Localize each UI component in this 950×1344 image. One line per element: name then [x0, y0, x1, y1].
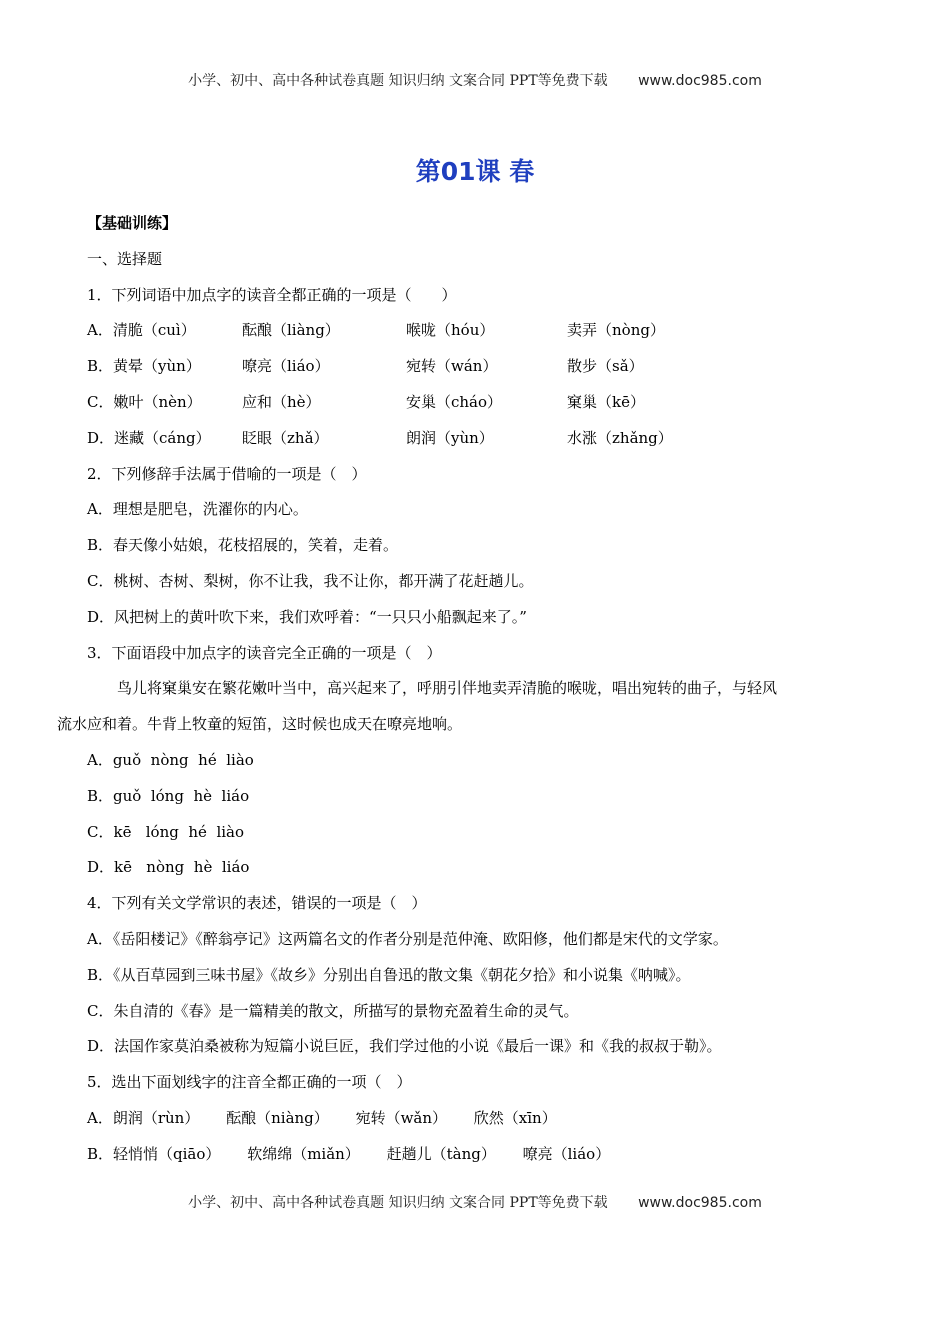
q1-c-3: 安巢（cháo）: [406, 392, 503, 411]
q2-stem: 2．下列修辞手法属于借喻的一项是（ ）: [87, 464, 367, 483]
q3-passage-line-2: 流水应和着。牛背上牧童的短笛，这时候也成天在嘹亮地响。: [57, 715, 463, 734]
q4-option-c: C．朱自清的《春》是一篇精美的散文，所描写的景物充盈着生命的灵气。: [87, 1001, 579, 1020]
q3-option-c: C．kē lóng hé liào: [87, 822, 245, 841]
q1-a-4: 卖弄（nòng）: [567, 321, 665, 340]
q1-option-a: [87, 319, 877, 341]
q1-d-1: D．迷藏（cáng）: [87, 428, 211, 447]
q1-a-2: 酝酿（liàng）: [242, 321, 340, 340]
q5-stem: 5．选出下面划线字的注音全都正确的一项（ ）: [87, 1073, 412, 1092]
q1-b-2: 嘹亮（liáo）: [242, 357, 330, 376]
q1-c-1: C．嫩叶（nèn）: [87, 392, 202, 411]
part-heading: 一、选择题: [87, 249, 163, 268]
q2-option-a: A．理想是肥皂，洗濯你的内心。: [87, 500, 308, 519]
page-header: [0, 70, 950, 90]
q3-passage-line-1: 鸟儿将窠巢安在繁花嫩叶当中，高兴起来了，呼朋引伴地卖弄清脆的喉咙，唱出宛转的曲子，与轻风: [117, 679, 778, 698]
q5-option-a: [87, 1107, 877, 1129]
q5-option-b: [87, 1143, 877, 1165]
q4-stem: 4．下列有关文学常识的表述，错误的一项是（ ）: [87, 894, 427, 913]
footer-text: 小学、初中、高中各种试卷真题 知识归纳 文案合同 PPT等免费下载: [188, 1195, 608, 1211]
q3-option-a: A．guǒ nòng hé liào: [87, 750, 254, 769]
q1-b-1: B．黄晕（yùn）: [87, 357, 201, 376]
page-footer: [0, 1192, 950, 1212]
q1-a-1: A．清脆（cuì）: [87, 321, 196, 340]
q3-option-b: B．guǒ lóng hè liáo: [87, 786, 250, 805]
q1-b-3: 宛转（wán）: [406, 357, 498, 376]
q2-option-b: B．春天像小姑娘，花枝招展的，笑着，走着。: [87, 536, 399, 555]
q1-c-4: 窠巢（kē）: [567, 392, 645, 411]
document-body: [57, 212, 877, 1179]
q1-option-b: [87, 355, 877, 377]
q5-a-3: 宛转（wǎn）: [355, 1108, 448, 1127]
section-heading: 【基础训练】: [87, 214, 178, 232]
q1-option-d: [87, 427, 877, 449]
q1-b-4: 散步（sǎ）: [567, 357, 644, 376]
q2-option-d: D．风把树上的黄叶吹下来，我们欢呼着：“一只只小船飘起来了。”: [87, 607, 527, 626]
page-title: 第01课 春: [415, 157, 535, 186]
footer-site: www.doc985.com: [638, 1195, 762, 1211]
q5-b-2: 软绵绵（miǎn）: [247, 1144, 360, 1163]
q5-b-3: 赶趟儿（tàng）: [386, 1144, 496, 1163]
q5-a-4: 欣然（xīn）: [473, 1108, 557, 1127]
q3-option-d: D．kē nòng hè liáo: [87, 858, 250, 877]
q1-a-3: 喉咙（hóu）: [406, 321, 495, 340]
q5-b-4: 嘹亮（liáo）: [522, 1144, 611, 1163]
q1-d-2: 眨眼（zhǎ）: [242, 428, 329, 447]
q3-passage: [57, 677, 877, 735]
q1-stem: 1．下列词语中加点字的读音全都正确的一项是（ ）: [87, 285, 457, 304]
q5-a-1: A．朗润（rùn）: [87, 1108, 200, 1127]
q1-c-2: 应和（hè）: [242, 392, 321, 411]
q4-option-b: B．《从百草园到三味书屋》《故乡》分别出自鲁迅的散文集《朝花夕拾》和小说集《呐喊》。: [87, 965, 691, 984]
q1-d-3: 朗润（yùn）: [406, 428, 494, 447]
q1-option-c: [87, 391, 877, 413]
header-text: 小学、初中、高中各种试卷真题 知识归纳 文案合同 PPT等免费下载: [188, 73, 608, 89]
q5-a-2: 酝酿（niàng）: [226, 1108, 329, 1127]
q1-d-4: 水涨（zhǎng）: [567, 428, 673, 447]
header-site: www.doc985.com: [638, 73, 762, 89]
q4-option-d: D．法国作家莫泊桑被称为短篇小说巨匠，我们学过他的小说《最后一课》和《我的叔叔于勒》。: [87, 1037, 722, 1056]
q4-option-a: A．《岳阳楼记》《醉翁亭记》这两篇名文的作者分别是范仲淹、欧阳修，他们都是宋代的文学家。: [87, 929, 728, 948]
q3-stem: 3．下面语段中加点字的读音完全正确的一项是（ ）: [87, 643, 442, 662]
q5-b-1: B．轻悄悄（qiāo）: [87, 1144, 221, 1163]
q2-option-c: C．桃树、杏树、梨树，你不让我，我不让你，都开满了花赶趟儿。: [87, 571, 534, 590]
